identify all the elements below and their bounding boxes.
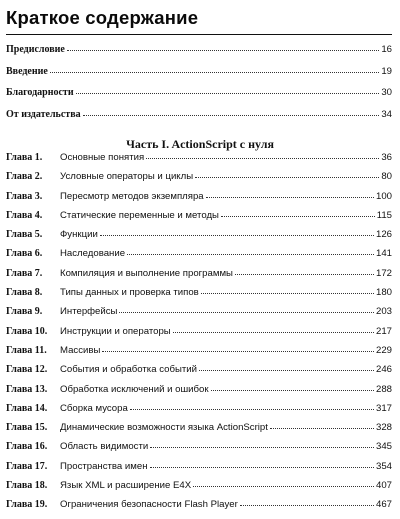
chapter-label: Глава 11. <box>6 344 47 356</box>
chapter-entry <box>6 326 392 345</box>
chapter-title: Динамические возможности языка ActionScript <box>60 422 268 434</box>
chapter-entry <box>6 171 392 190</box>
chapter-label: Глава 19. <box>6 499 48 511</box>
chapter-label: Глава 4. <box>6 209 43 221</box>
dot-leader <box>83 114 380 116</box>
entry-page: 16 <box>381 44 392 55</box>
chapter-entry <box>6 461 392 480</box>
title-rule <box>6 34 392 35</box>
chapter-title: События и обработка событий <box>60 364 197 376</box>
dot-leader <box>100 234 374 236</box>
chapter-entry <box>6 152 392 171</box>
chapter-page: 100 <box>375 190 392 202</box>
chapter-page: 217 <box>375 325 392 337</box>
chapter-page: 354 <box>375 460 392 472</box>
chapter-title: Обработка исключений и ошибок <box>60 383 209 395</box>
chapter-label: Глава 1. <box>6 152 43 163</box>
entry-label: Введение <box>6 65 48 77</box>
chapter-entry <box>6 229 392 248</box>
front-matter-list <box>6 44 392 130</box>
chapter-page: 203 <box>375 306 392 318</box>
chapter-title: Основные понятия <box>60 152 145 163</box>
chapter-page: 246 <box>375 364 392 376</box>
dot-leader <box>195 176 379 178</box>
dot-leader <box>206 196 374 198</box>
chapter-label: Глава 12. <box>6 364 48 376</box>
chapter-page: 141 <box>375 248 392 260</box>
page-title: Краткое содержание <box>6 7 199 28</box>
entry-label: Благодарности <box>6 87 74 98</box>
chapter-entry <box>6 403 392 422</box>
chapter-entry <box>6 210 392 229</box>
chapter-title: Интерфейсы <box>60 306 118 318</box>
chapter-title: Типы данных и проверка типов <box>60 287 199 299</box>
front-matter-entry <box>6 66 392 88</box>
chapter-label: Глава 7. <box>6 267 43 279</box>
dot-leader <box>102 350 374 352</box>
chapter-page: 345 <box>375 441 392 453</box>
chapter-entry <box>6 499 392 518</box>
chapter-label: Глава 3. <box>6 190 43 202</box>
chapter-page: 36 <box>381 152 392 163</box>
dot-leader <box>146 157 379 159</box>
chapter-title: Статические переменные и методы <box>60 209 219 221</box>
chapter-title: Наследование <box>60 248 126 260</box>
entry-page: 30 <box>381 87 392 98</box>
dot-leader <box>67 49 379 51</box>
chapter-label: Глава 10. <box>6 325 48 337</box>
chapter-title: Пространства имен <box>60 460 148 472</box>
chapter-page: 180 <box>375 287 392 299</box>
entry-page: 34 <box>381 108 392 120</box>
chapter-title: Язык XML и расширение E4X <box>60 480 192 492</box>
chapter-entry <box>6 345 392 364</box>
dot-leader <box>193 485 374 487</box>
chapter-page: 172 <box>375 267 392 279</box>
dot-leader <box>119 311 374 313</box>
chapter-label: Глава 6. <box>6 248 43 260</box>
chapter-entry <box>6 364 392 383</box>
chapter-title: Компиляция и выполнение программы <box>60 267 233 279</box>
chapter-label: Глава 17. <box>6 460 48 472</box>
front-matter-entry <box>6 87 392 109</box>
dot-leader <box>240 504 374 506</box>
chapter-label: Глава 16. <box>6 441 48 453</box>
chapter-title: Массивы <box>60 344 101 356</box>
chapter-page: 115 <box>376 209 392 221</box>
chapter-title: Ограничения безопасности Flash Player <box>60 499 238 511</box>
chapter-entry <box>6 248 392 267</box>
dot-leader <box>150 446 374 448</box>
chapter-label: Глава 13. <box>6 383 48 395</box>
chapter-title: Пересмотр методов экземпляра <box>60 190 204 202</box>
chapter-title: Функции <box>60 229 98 241</box>
entry-page: 19 <box>381 65 392 77</box>
chapter-entry <box>6 191 392 210</box>
chapter-title: Условные операторы и циклы <box>60 171 194 183</box>
chapter-page: 407 <box>375 480 392 492</box>
dot-leader <box>76 92 380 94</box>
dot-leader <box>221 215 375 217</box>
chapter-page: 229 <box>375 344 392 356</box>
chapter-page: 467 <box>375 499 392 511</box>
chapter-label: Глава 9. <box>6 306 43 318</box>
chapter-label: Глава 2. <box>6 171 43 183</box>
chapter-page: 80 <box>381 171 392 183</box>
dot-leader <box>50 71 379 73</box>
dot-leader <box>199 369 374 371</box>
dot-leader <box>150 466 374 468</box>
chapter-list <box>6 152 392 519</box>
chapter-label: Глава 14. <box>6 402 48 414</box>
chapter-page: 328 <box>375 422 392 434</box>
chapter-title: Сборка мусора <box>60 402 128 414</box>
front-matter-entry <box>6 44 392 66</box>
dot-leader <box>270 427 374 429</box>
chapter-entry <box>6 422 392 441</box>
chapter-label: Глава 15. <box>6 422 48 434</box>
dot-leader <box>130 408 374 410</box>
chapter-entry <box>6 268 392 287</box>
entry-label: Предисловие <box>6 44 65 55</box>
chapter-entry <box>6 306 392 325</box>
dot-leader <box>201 292 374 294</box>
part-title: Часть I. ActionScript с нуля <box>126 137 274 151</box>
front-matter-entry <box>6 109 392 131</box>
chapter-entry <box>6 287 392 306</box>
chapter-label: Глава 8. <box>6 287 43 299</box>
chapter-page: 288 <box>375 383 392 395</box>
dot-leader <box>235 273 374 275</box>
chapter-title: Область видимости <box>60 441 149 453</box>
chapter-title: Инструкции и операторы <box>60 325 171 337</box>
dot-leader <box>127 253 374 255</box>
chapter-entry <box>6 384 392 403</box>
chapter-entry <box>6 441 392 460</box>
chapter-entry <box>6 480 392 499</box>
chapter-page: 317 <box>375 402 392 414</box>
chapter-label: Глава 5. <box>6 229 43 241</box>
chapter-label: Глава 18. <box>6 480 48 492</box>
dot-leader <box>173 331 374 333</box>
dot-leader <box>211 389 374 391</box>
entry-label: От издательства <box>6 108 81 120</box>
chapter-page: 126 <box>375 229 392 241</box>
